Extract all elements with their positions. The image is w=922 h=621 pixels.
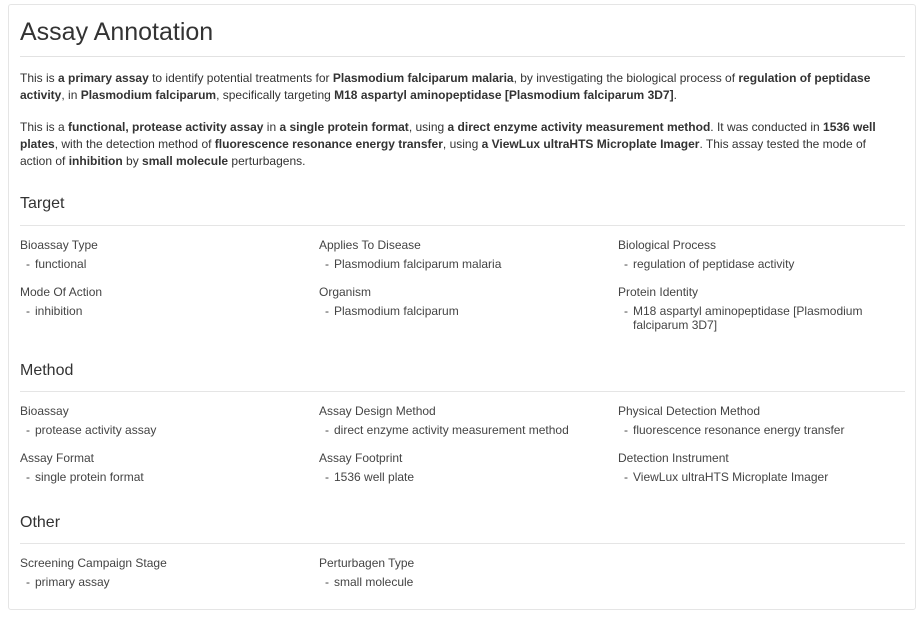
field-label: Applies To Disease	[319, 238, 421, 252]
field-biological-process	[618, 238, 908, 271]
field-value: - Plasmodium falciparum	[325, 304, 459, 318]
assay-annotation-panel	[8, 4, 916, 610]
field-protein-identity	[618, 285, 908, 332]
field-value: - functional	[26, 257, 87, 271]
field-value: - 1536 well plate	[325, 470, 415, 484]
field-label: Detection Instrument	[618, 451, 729, 465]
field-value: - small molecule	[325, 575, 414, 589]
page-title: Assay Annotation	[20, 18, 214, 46]
field-label: Bioassay Type	[20, 238, 98, 252]
field-value: - primary assay	[26, 575, 110, 589]
field-value: - direct enzyme activity measurement method	[325, 423, 569, 437]
field-label: Assay Format	[20, 451, 95, 465]
field-screening-campaign-stage	[20, 556, 310, 589]
field-value: - single protein format	[26, 470, 144, 484]
description-paragraph-2: This is a functional, protease activity assay in a single protein format, using a direct enzyme activity measurement method. It was conducted in 1536 well plates, with the detection method of fluorescence resonance energy transfer, using a ViewLux ultraHTS Microplate Imager. This assay tested the mode of action of inhibition by small molecule perturbagens.	[20, 120, 876, 168]
section-title-target: Target	[20, 195, 65, 212]
field-bioassay-type	[20, 238, 310, 271]
field-label: Biological Process	[618, 238, 717, 252]
section-divider-method	[20, 391, 905, 392]
field-value: - Plasmodium falciparum malaria	[325, 257, 502, 271]
field-label: Mode Of Action	[20, 285, 103, 299]
field-value: - regulation of peptidase activity	[624, 257, 795, 271]
field-value: - fluorescence resonance energy transfer	[624, 423, 845, 437]
field-perturbagen-type	[319, 556, 609, 589]
field-value: - inhibition	[26, 304, 83, 318]
section-divider-target	[20, 225, 905, 226]
field-label: Physical Detection Method	[618, 404, 761, 418]
field-label: Organism	[319, 285, 372, 299]
section-title-other: Other	[20, 514, 61, 531]
field-applies-to-disease	[319, 238, 609, 271]
description-paragraph-1: This is a primary assay to identify potential treatments for Plasmodium falciparum malaria, by investigating the biological process of regulation of peptidase activity, in Plasmodium falciparum, specifically targeting M18 aspartyl aminopeptidase [Plasmodium falciparum 3D7].	[20, 71, 871, 102]
field-value: - M18 aspartyl aminopeptidase [Plasmodium falciparum 3D7]	[624, 304, 863, 332]
field-label: Screening Campaign Stage	[20, 556, 167, 570]
section-divider-other	[20, 543, 905, 544]
field-label: Assay Footprint	[319, 451, 403, 465]
field-label: Assay Design Method	[319, 404, 436, 418]
field-value: - ViewLux ultraHTS Microplate Imager	[624, 470, 829, 484]
field-assay-design-method	[319, 404, 609, 437]
field-label: Bioassay	[20, 404, 69, 418]
field-value: - protease activity assay	[26, 423, 157, 437]
field-label: Perturbagen Type	[319, 556, 415, 570]
field-assay-footprint	[319, 451, 609, 484]
field-organism	[319, 285, 609, 318]
field-mode-of-action	[20, 285, 310, 318]
section-title-method: Method	[20, 362, 74, 379]
field-assay-format	[20, 451, 310, 484]
field-physical-detection-method	[618, 404, 908, 437]
field-label: Protein Identity	[618, 285, 699, 299]
field-bioassay	[20, 404, 310, 437]
field-detection-instrument	[618, 451, 908, 484]
title-divider	[20, 56, 905, 57]
